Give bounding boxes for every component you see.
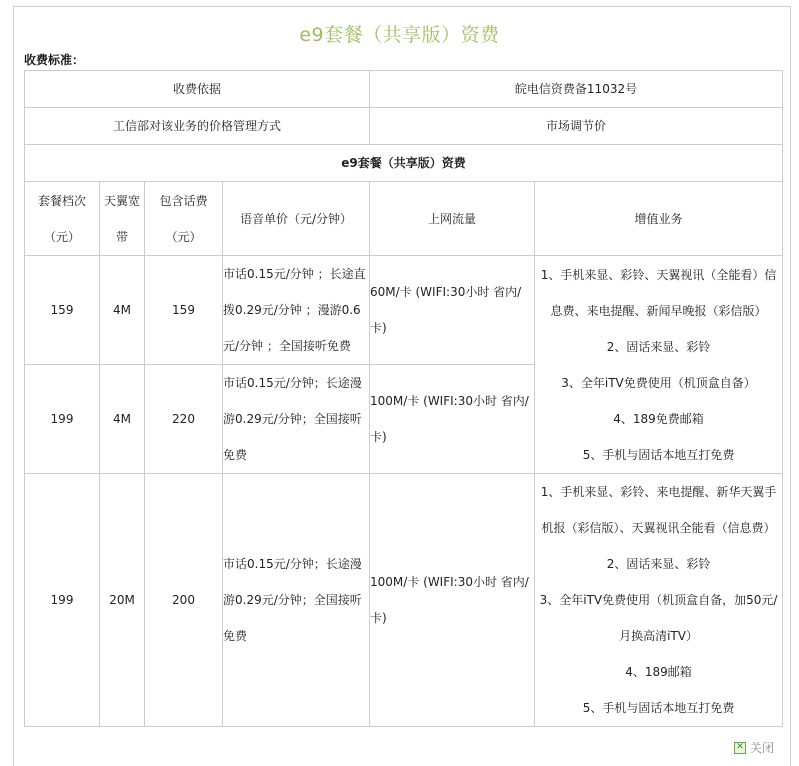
info-value: 市场调节价 <box>370 108 783 145</box>
header-line: 带 <box>115 229 128 244</box>
text-line: 卡) <box>370 611 387 625</box>
text-line: 元/分钟 ；全国接听免费 <box>223 339 351 353</box>
cell-tier: 199 <box>25 365 100 474</box>
cell-data <box>370 365 535 474</box>
text-line: 游0.29元/分钟；全国接听 <box>223 593 362 607</box>
text-line: 2、固话来显、彩铃 <box>606 557 711 571</box>
cell-value-added <box>535 474 783 727</box>
text-line: 2、固话来显、彩铃 <box>606 339 711 354</box>
cell-value-added <box>535 256 783 474</box>
text-line: 免费 <box>223 629 248 643</box>
text-line: 月换高清iTV） <box>619 629 698 643</box>
close-label[interactable]: 关闭 <box>750 741 775 755</box>
text-line: 3、全年iTV免费使用（机顶盒自备） <box>561 375 756 390</box>
header-data: 上网流量 <box>370 182 535 256</box>
cell-included-fee: 200 <box>145 474 223 727</box>
cell-broadband: 4M <box>100 365 145 474</box>
fee-table <box>24 70 783 727</box>
cell-data <box>370 474 535 727</box>
info-row <box>25 71 783 108</box>
text-line: 100M/卡 (WIFI:30小时 省内/ <box>370 394 529 408</box>
cell-data <box>370 256 535 365</box>
header-tier <box>25 182 100 256</box>
text-line: 4、189邮箱 <box>625 665 692 679</box>
table-row <box>25 474 783 727</box>
text-line: 60M/卡 (WIFI:30小时 省内/ <box>370 285 522 299</box>
text-line: 息费、来电提醒、新闻早晚报（彩信版） <box>550 303 767 318</box>
text-line: 卡) <box>370 430 387 444</box>
text-line: 4、189免费邮箱 <box>613 411 704 426</box>
header-value-added: 增值业务 <box>535 182 783 256</box>
cell-included-fee: 220 <box>145 365 223 474</box>
info-row <box>25 108 783 145</box>
text-line: 拨0.29元/分钟 ；漫游0.6 <box>223 303 361 317</box>
table-row <box>25 256 783 365</box>
table-caption-row <box>25 145 783 182</box>
text-line: 卡) <box>370 321 387 335</box>
header-line: 套餐档次 <box>37 193 86 208</box>
text-line: 1、手机来显、彩铃、来电提醒、新华天翼手 <box>540 485 777 499</box>
header-voice-price: 语音单价（元/分钟） <box>223 182 370 256</box>
cell-broadband: 20M <box>100 474 145 727</box>
text-line: 5、手机与固话本地互打免费 <box>582 447 735 462</box>
text-line: 市话0.15元/分钟；长途漫 <box>223 557 362 571</box>
header-line: 包含话费 <box>159 193 208 208</box>
header-included-fee <box>145 182 223 256</box>
text-line: 市话0.15元/分钟 ；长途直 <box>223 267 366 281</box>
info-label: 收费依据 <box>25 71 370 108</box>
header-line: （元） <box>43 229 80 244</box>
info-label: 工信部对该业务的价格管理方式 <box>25 108 370 145</box>
text-line: 免费 <box>223 448 248 462</box>
cell-tier: 159 <box>25 256 100 365</box>
text-line: 100M/卡 (WIFI:30小时 省内/ <box>370 575 529 589</box>
close-button[interactable] <box>734 739 774 756</box>
table-caption: e9套餐（共享版）资费 <box>25 145 783 182</box>
cell-broadband: 4M <box>100 256 145 365</box>
text-line: 1、手机来显、彩铃、天翼视讯（全能看）信 <box>540 267 777 282</box>
text-line: 游0.29元/分钟；全国接听 <box>223 412 362 426</box>
section-label: 收费标准： <box>24 53 85 67</box>
header-broadband <box>100 182 145 256</box>
header-line: （元） <box>165 229 202 244</box>
cell-tier: 199 <box>25 474 100 727</box>
info-value: 皖电信资费备11032号 <box>370 71 783 108</box>
header-line: 天翼宽 <box>103 193 140 208</box>
text-line: 3、全年iTV免费使用（机顶盒自备，加50元/ <box>539 593 778 607</box>
text-line: 机报（彩信版）、天翼视讯全能看（信息费） <box>541 521 776 535</box>
close-x-icon[interactable]: ✕ <box>734 742 746 754</box>
cell-voice-price <box>223 256 370 365</box>
page-title: e9套餐（共享版）资费 <box>299 24 500 46</box>
header-row <box>25 182 783 256</box>
cell-voice-price <box>223 474 370 727</box>
cell-voice-price <box>223 365 370 474</box>
text-line: 5、手机与固话本地互打免费 <box>582 701 735 715</box>
text-line: 市话0.15元/分钟；长途漫 <box>223 376 362 390</box>
cell-included-fee: 159 <box>145 256 223 365</box>
